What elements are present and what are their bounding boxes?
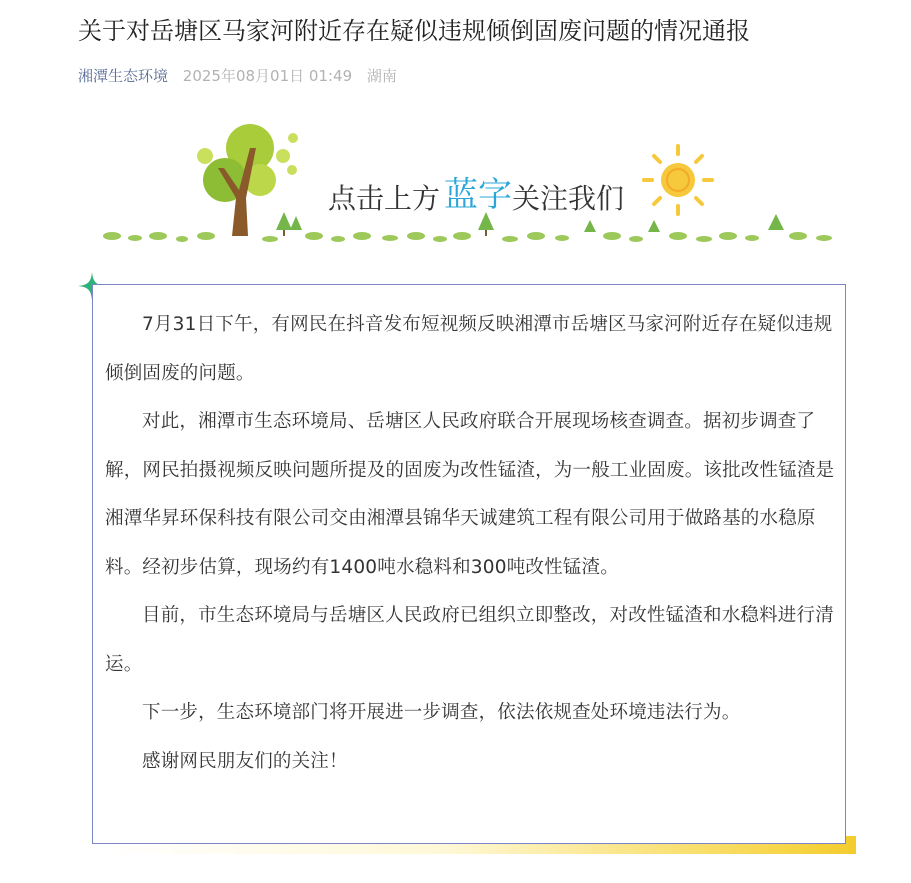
sun-icon xyxy=(644,146,712,214)
article-body xyxy=(105,301,835,786)
paragraph: 感谢网民朋友们的关注！ xyxy=(142,750,348,772)
article-content-box xyxy=(92,284,846,844)
account-name-link[interactable]: 湘潭生态环境 xyxy=(78,67,169,85)
banner-text-before: 点击上方 xyxy=(328,182,441,215)
leaf-border xyxy=(103,232,832,242)
publish-region: 湖南 xyxy=(366,67,397,85)
follow-banner[interactable] xyxy=(100,118,840,258)
paragraph: 下一步，生态环境部门将开展进一步调查，依法依规查处环境违法行为。 xyxy=(142,702,741,723)
article-meta xyxy=(78,66,397,86)
article-title: 关于对岳塘区马家河附近存在疑似违规倾倒固废问题的情况通报 xyxy=(78,17,750,45)
banner-text-highlight: 蓝字 xyxy=(444,175,512,215)
publish-date: 2025年08月01日 01:49 xyxy=(182,67,353,85)
banner-text-after: 关注我们 xyxy=(512,182,625,215)
pine-icon xyxy=(276,212,784,236)
paragraph: 7月31日下午，有网民在抖音发布短视频反映湘潭市岳塘区马家河附近存在疑似违规倾倒固废的问题。 xyxy=(105,314,833,384)
banner-illustration xyxy=(100,118,840,258)
paragraph: 对此，湘潭市生态环境局、岳塘区人民政府联合开展现场核查调查。据初步调查了解，网民拍摄视频反映问题所提及的固废为改性锰渣，为一般工业固废。该批改性锰渣是湘潭华昇环保科技有限公司交由湘潭县锦华天诚建筑工程有限公司用于做路基的水稳原料。经初步估算，现场约有1400吨水稳料和300吨改性锰渣。 xyxy=(105,411,835,578)
paragraph: 目前，市生态环境局与岳塘区人民政府已组织立即整改，对改性锰渣和水稳料进行清运。 xyxy=(105,605,834,675)
